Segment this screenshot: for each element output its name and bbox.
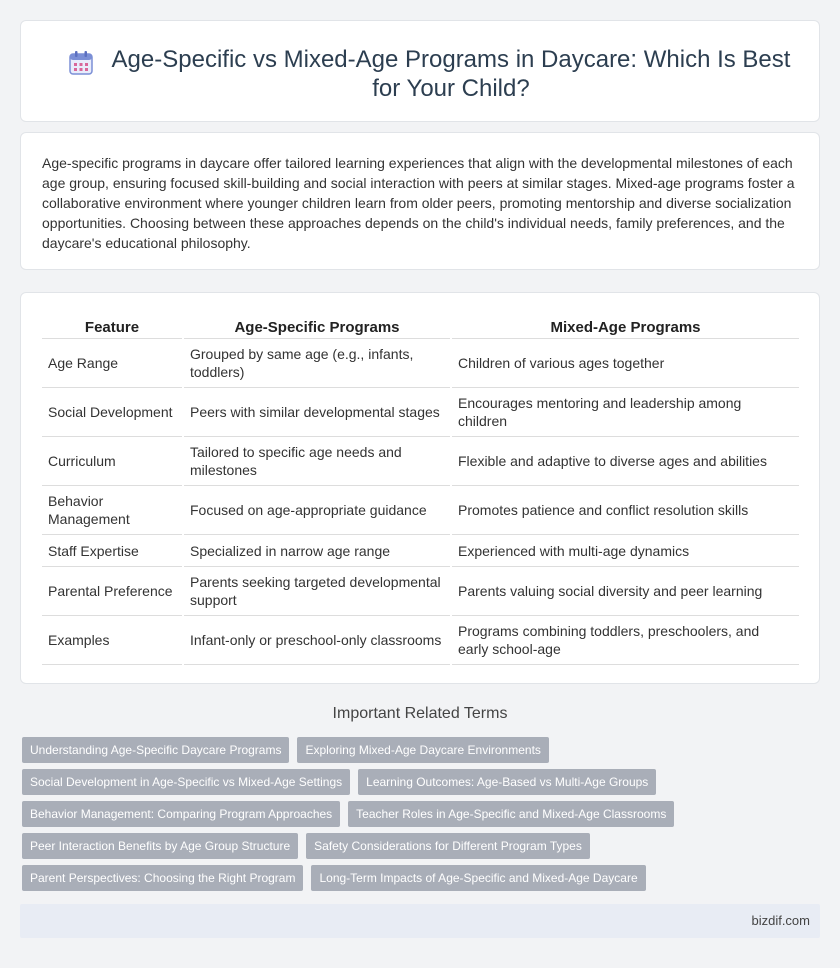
related-term-tag[interactable]: Teacher Roles in Age-Specific and Mixed-Age Classrooms [348, 801, 674, 827]
table-cell: Age Range [42, 339, 183, 388]
related-term-tag[interactable]: Understanding Age-Specific Daycare Programs [22, 737, 289, 763]
footer-site-link[interactable]: bizdif.com [751, 913, 810, 928]
table-cell: Parents seeking targeted developmental support [183, 567, 451, 616]
table-row [42, 388, 799, 437]
table-row [42, 339, 799, 388]
table-cell: Behavior Management [42, 486, 183, 535]
related-terms-title: Important Related Terms [332, 705, 508, 722]
column-header: Feature [42, 315, 183, 339]
table-cell: Infant-only or preschool-only classrooms [183, 616, 451, 665]
intro-paragraph: Age-specific programs in daycare offer tailored learning experiences that align with the developmental milestones of each age group, ensuring focused skill-building and social interaction with peers at similar stages. Mixed-age programs foster a collaborative environment where younger children learn from older peers, promoting mentorship and diverse socialization opportunities. Choosing between these approaches depends on the child's individual needs, family preferences, and the daycare's educational philosophy. [42, 155, 795, 251]
table-cell: Specialized in narrow age range [183, 535, 451, 567]
related-term-tag[interactable]: Safety Considerations for Different Program Types [306, 833, 590, 859]
related-term-tag[interactable]: Parent Perspectives: Choosing the Right Program [22, 865, 303, 891]
table-cell: Peers with similar developmental stages [183, 388, 451, 437]
table-cell: Programs combining toddlers, preschoolers, and early school-age [451, 616, 799, 665]
table-cell: Promotes patience and conflict resolution skills [451, 486, 799, 535]
table-cell: Focused on age-appropriate guidance [183, 486, 451, 535]
table-cell: Grouped by same age (e.g., infants, toddlers) [183, 339, 451, 388]
table-header-row [42, 315, 799, 339]
related-term-tag[interactable]: Long-Term Impacts of Age-Specific and Mixed-Age Daycare [311, 865, 645, 891]
related-term-tag[interactable]: Social Development in Age-Specific vs Mixed-Age Settings [22, 769, 350, 795]
page-title: Age-Specific vs Mixed-Age Programs in Daycare: Which Is Best for Your Child? [111, 46, 791, 102]
table-row [42, 535, 799, 567]
table-row [42, 486, 799, 535]
table-row [42, 437, 799, 486]
table-cell: Encourages mentoring and leadership among children [451, 388, 799, 437]
column-header: Age-Specific Programs [183, 315, 451, 339]
table-row [42, 616, 799, 665]
table-cell: Flexible and adaptive to diverse ages and abilities [451, 437, 799, 486]
footer [20, 904, 820, 938]
intro-card [20, 132, 820, 270]
related-tags-row [22, 865, 646, 891]
calendar-icon [67, 49, 95, 77]
related-term-tag[interactable]: Exploring Mixed-Age Daycare Environments [297, 737, 548, 763]
related-tags-row [22, 769, 656, 795]
table-cell: Examples [42, 616, 183, 665]
related-tags-row [22, 737, 549, 763]
header-card [20, 20, 820, 122]
table-cell: Staff Expertise [42, 535, 183, 567]
comparison-table-card [20, 292, 820, 684]
table-cell: Experienced with multi-age dynamics [451, 535, 799, 567]
table-cell: Tailored to specific age needs and milestones [183, 437, 451, 486]
related-tags-row [22, 801, 674, 827]
related-term-tag[interactable]: Peer Interaction Benefits by Age Group Structure [22, 833, 298, 859]
column-header: Mixed-Age Programs [451, 315, 799, 339]
table-cell: Social Development [42, 388, 183, 437]
comparison-table [42, 315, 799, 665]
related-tags-row [22, 833, 590, 859]
table-cell: Parental Preference [42, 567, 183, 616]
related-term-tag[interactable]: Learning Outcomes: Age-Based vs Multi-Age Groups [358, 769, 656, 795]
table-cell: Curriculum [42, 437, 183, 486]
table-row [42, 567, 799, 616]
related-term-tag[interactable]: Behavior Management: Comparing Program Approaches [22, 801, 340, 827]
table-cell: Children of various ages together [451, 339, 799, 388]
table-cell: Parents valuing social diversity and peer learning [451, 567, 799, 616]
